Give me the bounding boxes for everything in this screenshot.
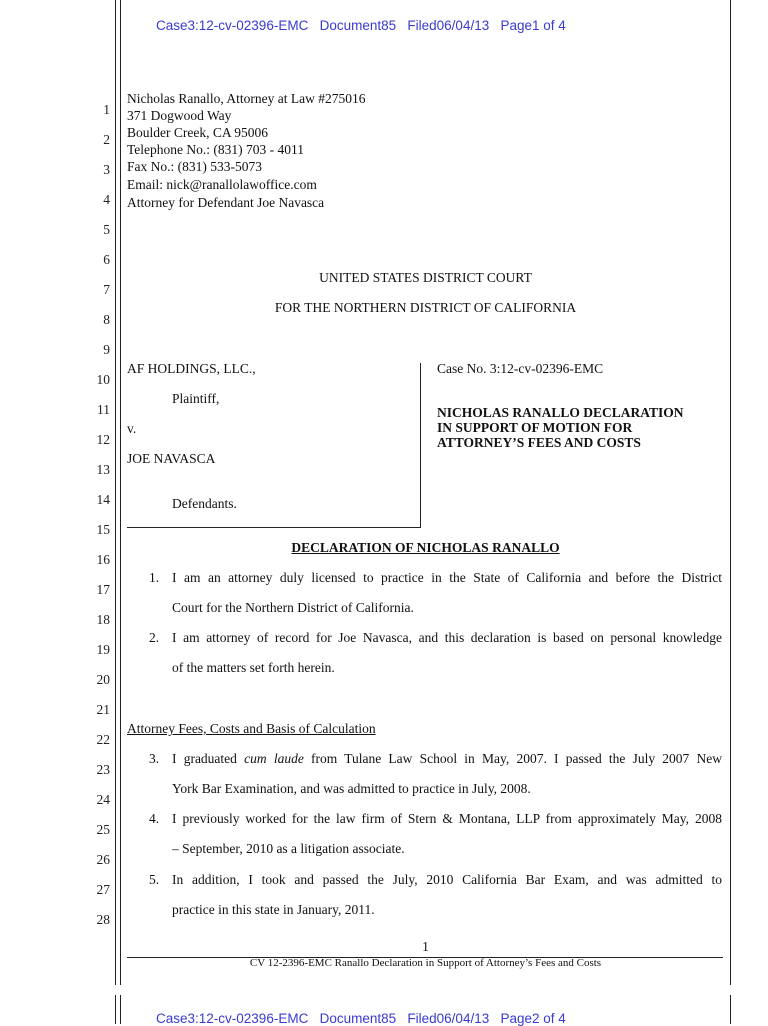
plaintiff-name: AF HOLDINGS, LLC., [127,361,256,376]
attorney-role: Attorney for Defendant Joe Navasca [127,195,325,210]
line-number: 8 [103,312,110,327]
caption-divider-horizontal [127,527,421,528]
attorney-fax: Fax No.: (831) 533-5073 [127,159,262,174]
case-number-stamp: Case3:12-cv-02396-EMC [156,18,309,33]
line-number: 17 [96,582,110,597]
declaration-heading-text: DECLARATION OF NICHOLAS RANALLO [291,540,560,555]
paragraph-number: 1. [149,570,160,585]
page2-right-rule [730,995,731,1024]
line-number: 3 [103,162,110,177]
attorney-street: 371 Dogwood Way [127,108,232,123]
paragraph-number: 3. [149,751,160,766]
caption-divider-vertical [420,363,421,527]
defendant-name: JOE NAVASCA [127,451,216,466]
defendant-label: Defendants. [172,496,237,511]
plaintiff-label: Plaintiff, [172,391,220,406]
line-number: 18 [96,612,110,627]
paragraph-5-line2: practice in this state in January, 2011. [172,902,375,917]
left-margin-rule-inner [120,0,121,985]
versus-label: v. [127,421,137,436]
line-number: 6 [103,252,110,267]
page2-left-rule-outer [115,995,116,1024]
attorney-name: Nicholas Ranallo, Attorney at Law #275016 [127,91,366,106]
line-number: 19 [96,642,110,657]
right-margin-rule [730,0,731,985]
page-count-stamp: Page1 of 4 [500,18,566,33]
paragraph-2-line2: of the matters set forth herein. [172,660,335,675]
document-title-line1: NICHOLAS RANALLO DECLARATION [437,405,684,420]
line-number: 20 [96,672,110,687]
paragraph-4-line1: I previously worked for the law firm of Stern & Montana, LLP from approximately May, 2008 [172,811,722,826]
paragraph-3-line1 [172,750,722,767]
page-break-gap [0,985,768,995]
line-number: 27 [96,882,110,897]
line-number: 21 [96,702,110,717]
paragraph-2-line1: I am attorney of record for Joe Navasca, and this declaration is based on personal knowledge [172,630,722,645]
page-count-stamp: Page2 of 4 [500,1011,566,1026]
line-number: 28 [96,912,110,927]
section-heading: Attorney Fees, Costs and Basis of Calculation [127,721,376,736]
line-number: 2 [103,132,110,147]
attorney-city: Boulder Creek, CA 95006 [127,125,268,140]
line-number: 15 [96,522,110,537]
page-number: 1 [422,939,429,954]
line-number: 22 [96,732,110,747]
line-number: 1 [103,102,110,117]
line-number: 25 [96,822,110,837]
line-number: 16 [96,552,110,567]
line-number: 4 [103,192,110,207]
line-number: 23 [96,762,110,777]
paragraph-4-line2: – September, 2010 as a litigation associate. [172,841,405,856]
line-number: 14 [96,492,110,507]
filed-date-stamp: Filed06/04/13 [407,1011,490,1026]
line-number: 12 [96,432,110,447]
line-number: 11 [97,402,110,417]
paragraph-number: 4. [149,811,160,826]
attorney-telephone: Telephone No.: (831) 703 - 4011 [127,142,305,157]
document-number-stamp: Document85 [319,18,397,33]
paragraph-3-text-a: I graduated [172,751,245,766]
document-title-line2: IN SUPPORT OF MOTION FOR [437,420,633,435]
line-number: 10 [96,372,110,387]
attorney-email: Email: nick@ranallolawoffice.com [127,177,317,192]
paragraph-number: 2. [149,630,160,645]
left-margin-rule-outer [115,0,116,985]
page2-left-rule-inner [120,995,121,1024]
line-number: 13 [96,462,110,477]
court-name: UNITED STATES DISTRICT COURT [319,270,532,285]
declaration-heading [127,539,724,556]
court-district: FOR THE NORTHERN DISTRICT OF CALIFORNIA [274,300,577,315]
footer-caption: CV 12-2396-EMC Ranallo Declaration in Support of Attorney’s Fees and Costs [249,957,602,969]
line-number: 5 [103,222,110,237]
case-number-stamp: Case3:12-cv-02396-EMC [156,1011,309,1026]
paragraph-1-line2: Court for the Northern District of California. [172,600,414,615]
paragraph-3-text-b: from Tulane Law School in May, 2007. I passed the July 2007 New [303,751,723,766]
line-number: 24 [96,792,110,807]
paragraph-5-line1: In addition, I took and passed the July, 2010 California Bar Exam, and was admitted to [172,872,722,887]
paragraph-1-line1: I am an attorney duly licensed to practice in the State of California and before the District [172,570,722,585]
line-number: 26 [96,852,110,867]
filed-date-stamp: Filed06/04/13 [407,18,490,33]
paragraph-3-italic: cum laude [244,751,304,766]
paragraph-3-line2: York Bar Examination, and was admitted to practice in July, 2008. [172,781,531,796]
page1-filing-header [156,18,566,33]
document-title-line3: ATTORNEY’S FEES AND COSTS [437,435,641,450]
line-number: 7 [103,282,110,297]
document-number-stamp: Document85 [319,1011,397,1026]
line-number: 9 [103,342,110,357]
case-number: Case No. 3:12-cv-02396-EMC [437,361,604,376]
paragraph-number: 5. [149,872,160,887]
